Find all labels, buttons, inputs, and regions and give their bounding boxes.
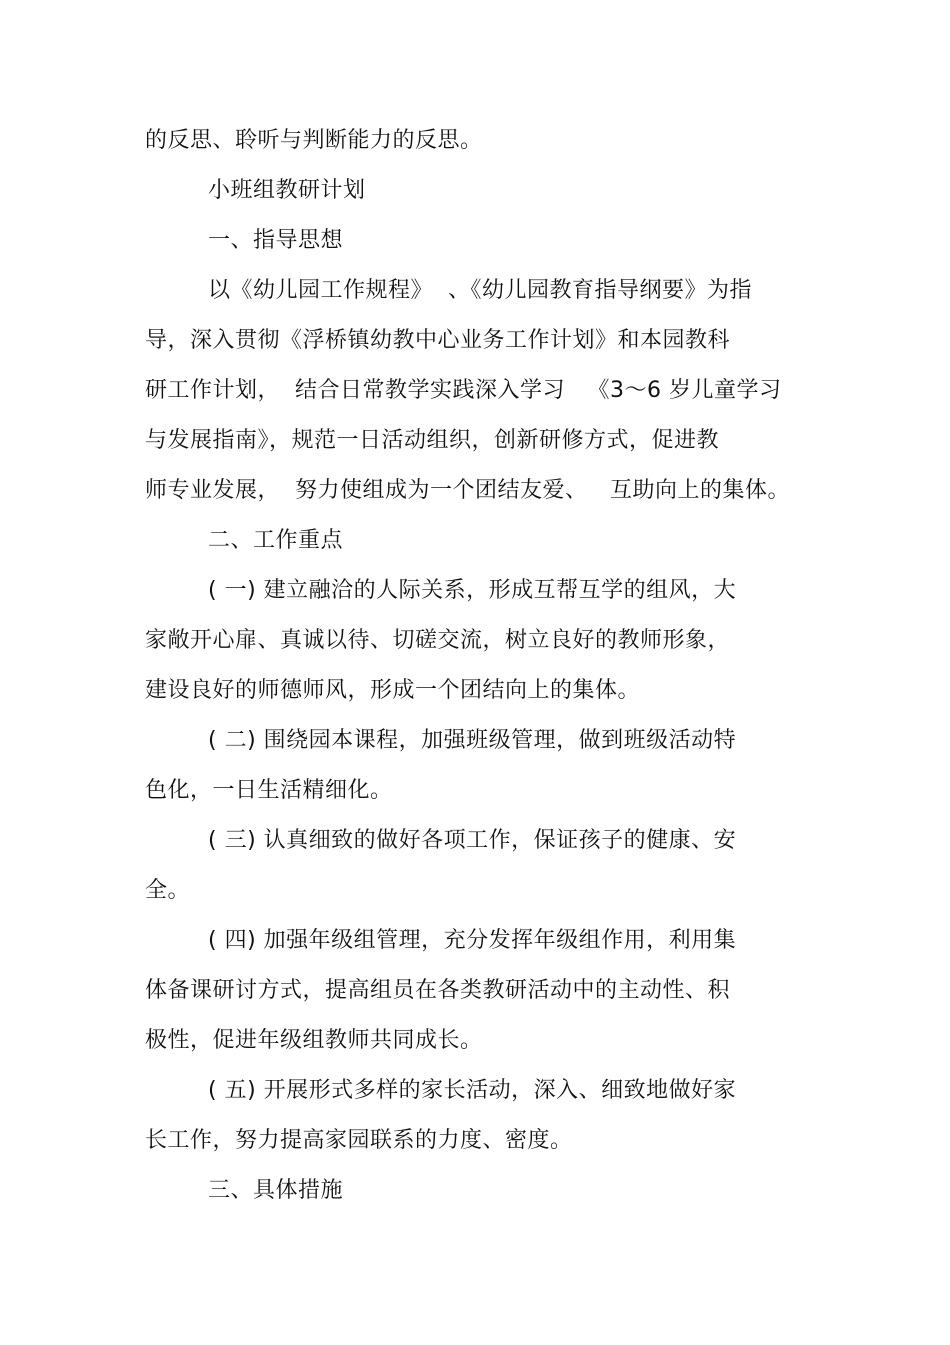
paragraph-line: 家敞开心扉、真诚以待、切磋交流，树立良好的教师形象， <box>145 628 731 653</box>
paragraph-line: 师专业发展， 努力使组成为一个团结友爱、 互助向上的集体。 <box>145 478 790 503</box>
paragraph-line: 建设良好的师德师风，形成一个团结向上的集体。 <box>145 678 641 703</box>
paragraph-line: ( 四) 加强年级组管理，充分发挥年级组作用，利用集 <box>208 928 737 953</box>
paragraph-line: 全。 <box>145 878 191 903</box>
plan-title: 小班组教研计划 <box>208 178 366 203</box>
section-heading: 三、具体措施 <box>208 1178 344 1203</box>
section-heading: 二、工作重点 <box>208 528 344 553</box>
paragraph-line: 以《幼儿园工作规程》 、《幼儿园教育指导纲要》为指 <box>208 278 752 303</box>
paragraph-line: 色化，一日生活精细化。 <box>145 778 393 803</box>
paragraph-line: 研工作计划， 结合日常教学实践深入学习 《3～6 岁儿童学习 <box>145 378 782 403</box>
paragraph-line: ( 三) 认真细致的做好各项工作，保证孩子的健康、安 <box>208 828 737 853</box>
text-line: 的反思、聆听与判断能力的反思。 <box>145 128 483 153</box>
paragraph-line: ( 一) 建立融洽的人际关系，形成互帮互学的组风，大 <box>208 578 737 603</box>
paragraph-line: 导，深入贯彻《浮桥镇幼教中心业务工作计划》和本园教科 <box>145 328 731 353</box>
paragraph-line: 长工作，努力提高家园联系的力度、密度。 <box>145 1128 573 1153</box>
paragraph-line: 与发展指南》，规范一日活动组织，创新研修方式，促进教 <box>145 428 720 453</box>
paragraph-line: ( 五) 开展形式多样的家长活动，深入、细致地做好家 <box>208 1078 737 1103</box>
section-heading: 一、指导思想 <box>208 228 344 253</box>
paragraph-line: ( 二) 围绕园本课程，加强班级管理，做到班级活动特 <box>208 728 737 753</box>
paragraph-line: 极性，促进年级组教师共同成长。 <box>145 1028 483 1053</box>
paragraph-line: 体备课研讨方式，提高组员在各类教研活动中的主动性、积 <box>145 978 731 1003</box>
